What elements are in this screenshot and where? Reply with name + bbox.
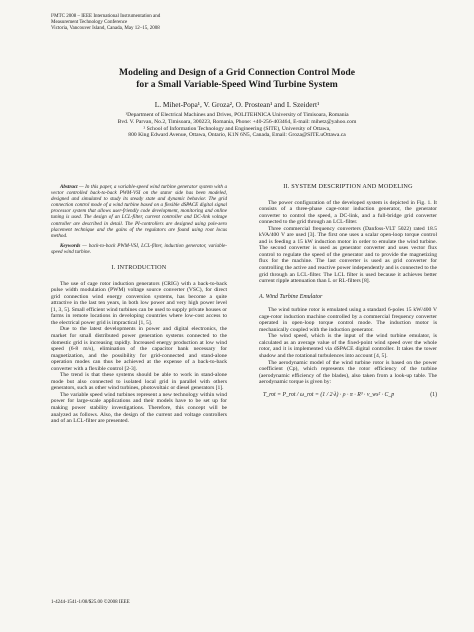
subsection-heading-wind-turbine-emulator: A. Wind Turbine Emulator <box>259 293 323 300</box>
body-paragraph: The power configuration of the developed system is depicted in Fig. 1. It consists of a three-phase cage-rotor induction generator, the generator converter to control the speed, a DC-link, and a full-bridge grid converter connected to the grid through an LCL-filter. <box>259 199 437 226</box>
copyright-footer: 1-4244-1541-1/08/$25.00 ©2008 IEEE <box>51 600 130 605</box>
conference-line: I²MTC 2008 – IEEE International Instrumentation and <box>51 14 161 19</box>
keywords-label: Keywords <box>60 242 81 249</box>
conference-line: Measurement Technology Conference <box>51 20 128 25</box>
affiliation-line: Bvd. V. Parvan, No.2, Timisoara, 300223, Romania, Phone: +40-256-403464, E-mail: mihetz@yahoo.com <box>117 118 357 125</box>
equation-text: T_rot = P_rot / ω_rot = (1 / 2·λ) · ρ · π · R³ · v_ws² · C_p <box>263 391 395 398</box>
abstract-text: — In this paper, a variable-speed wind turbine generator system with a vector controlled back-to-back PWM-VSI on the stator side has been modeled, designed and simulated to study its steady state and dynamic behavior. The grid connection control mode of a wind turbine based on a flexible dSPACE digital signal processor system that allows user-friendly code development, monitoring and online tuning is used. The design of an LCL-filter, current controller and DC-link voltage controller are described in detail. The PI-controllers are designed using pole-zero placement technique and the gains of the regulators are found using root locus method. <box>51 184 227 239</box>
affiliations <box>40 112 434 139</box>
body-paragraph: The aerodynamic model of the wind turbine rotor is based on the power coefficient (Cp), which represents the rotor efficiency of the turbine (aerodynamic efficiency of the blades), also taken from a look-up table. The aerodynamic torque is given by: <box>259 359 437 386</box>
body-paragraph: The trend is that these systems should be able to work in stand-alone mode but also connected to isolated local grid in parallel with others generators, such as other wind turbines, photovoltaic or diesel generators [1]. <box>51 372 227 392</box>
body-paragraph: The use of cage rotor induction generators (CRIG) with a back-to-back pulse width modulation (PWM) voltage source converter (VSC), for direct grid connection wind energy conversion systems, has become a quite attractive in the last ten years, in both low power and very high power level [1, 3, 5]. Small efficient wind turbines can be used to supply private houses or farms in remote locations in developing countries where low-cost access to the electrical power grid is impractical [1, 5]. <box>51 280 227 326</box>
body-paragraph: The variable speed wind turbines represent a new technology within wind power for large-scale applications and their models have to be set up for making power stability investigations. Therefore, this concept will be analyzed as follows. Also, the design of the current and voltage controllers and of an LCL-filter are presented. <box>51 391 227 425</box>
body-paragraph: Due to the latest developments in power and digital electronics, the market for small distributed power generation systems connected to the domestic grid is increasing rapidly. Increased energy production at low wind speed (6-8 m/s), elimination of the capacitor bank necessary for magnetization, and the possibility for grid-connected and stand-alone operation modes can thus be achieved at the expense of a back-to-back converter with a flexible control [2-3]. <box>51 326 227 372</box>
conference-header <box>51 14 291 32</box>
keywords-text: — back-to-back PWM-VSI, LCL-filter, induction generator, variable-speed wind turbine. <box>51 242 227 255</box>
section-heading-system: II. SYSTEM DESCRIPTION AND MODELING <box>283 183 413 190</box>
affiliation-line: 800 King Edward Avenue, Ottawa, Ontario, K1N 6N5, Canada, Email: Groza@SITE.uOttawa.ca <box>128 132 346 139</box>
equation-1 <box>263 392 437 399</box>
affiliation-line: ² School of Information Technology and Engineering (SITE), University of Ottawa, <box>143 125 331 132</box>
abstract <box>51 184 227 239</box>
keywords <box>51 243 227 255</box>
abstract-label: Abstract <box>60 184 78 190</box>
equation-number: (1) <box>430 391 437 398</box>
body-paragraph: Three commercial frequency converters (Danfoss-VLT 5022) rated 18.5 kVA/400 V are used [3]. The first one uses a scalar open-loop torque control and is feeding a 15 kW induction motor in order to emulate the wind turbine. The second converter is used as generator converter and uses vector flux control to regulate the speed of the generator and to provide the magnetizing flux for the machine. The last converter is used as grid converter for controlling the active and reactive power independently and is connected to the grid through an LCL-filter. The LCL filter is used because it achieves better current ripple attenuation than L or RL-filters [8]. <box>259 225 437 285</box>
section-heading-introduction: I. INTRODUCTION <box>111 264 167 272</box>
title-line: Modeling and Design of a Grid Connection Control Mode <box>119 67 355 78</box>
conference-line: Victoria, Vancouver Island, Canada, May 12–15, 2008 <box>51 26 160 31</box>
right-column <box>259 184 437 404</box>
body-paragraph: The wind speed, which is the input of the wind turbine emulator, is calculated as an average value of the fixed-point wind speed over the whole rotor, and it is implemented via dSPACE digital controller. It takes the tower shadow and the rotational turbulences into account [4, 5]. <box>259 333 437 360</box>
affiliation-line: ¹Department of Electrical Machines and Drives, POLITEHNICA University of Timisoara, Romania <box>125 112 349 118</box>
body-paragraph: The wind turbine rotor is emulated using a standard 6-poles 15 kW/400 V cage-rotor induction machine controlled by a commercial frequency converter operated in open-loop torque control mode. The induction motor is mechanically coupled with the induction generator. <box>259 307 437 333</box>
left-column <box>51 184 227 425</box>
title-line: for a Small Variable-Speed Wind Turbine System <box>136 79 338 90</box>
paper-title <box>40 67 434 91</box>
author-list: L. Mihet-Popa¹, V. Groza², O. Prostean¹ and I. Szeidert¹ <box>154 100 320 109</box>
